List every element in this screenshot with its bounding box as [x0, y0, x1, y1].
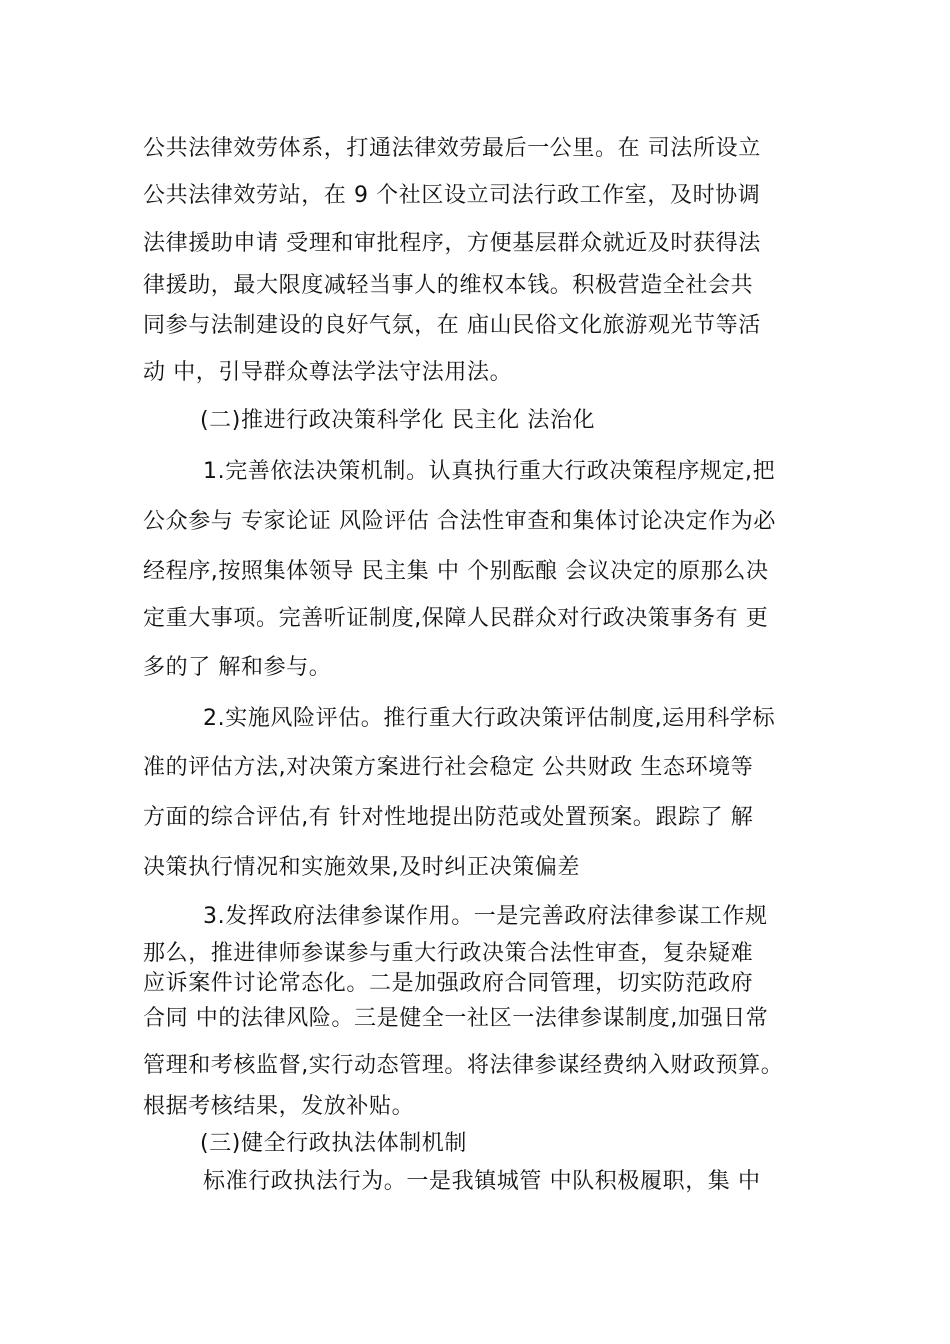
paragraph-line: 法律援助申请 受理和审批程序，方便基层群众就近及时获得法 — [143, 231, 761, 256]
paragraph-line: 公众参与 专家论证 风险评估 合法性审查和集体讨论决定作为必 — [143, 509, 776, 534]
paragraph-line: 3.发挥政府法律参谋作用。一是完善政府法律参谋工作规 — [203, 904, 768, 929]
paragraph-line: 动 中，引导群众尊法学法守法用法。 — [143, 360, 513, 385]
paragraph-line: 1.完善依法决策机制。认真执行重大行政决策程序规定,把 — [203, 459, 776, 484]
paragraph-line: 应诉案件讨论常态化。二是加强政府合同管理，切实防范政府 — [143, 971, 754, 996]
paragraph-line: 准的评估方法,对决策方案进行社会稳定 公共财政 生态环境等 — [143, 755, 754, 780]
paragraph-line: 经程序,按照集体领导 民主集 中 个别酝酿 会议决定的原那么决 — [143, 559, 769, 584]
section-heading: (二)推进行政决策科学化 民主化 法治化 — [200, 408, 596, 433]
paragraph-line: 标准行政执法行为。一是我镇城管 中队积极履职，集 中 — [203, 1169, 761, 1194]
paragraph-line: 方面的综合评估,有 针对性地提出防范或处置预案。跟踪了 解 — [143, 805, 754, 830]
paragraph-line: 管理和考核监督,实行动态管理。将法律参谋经费纳入财政预算。 — [143, 1053, 784, 1078]
paragraph-line: 同参与法制建设的良好气氛，在 庙山民俗文化旅游观光节等活 — [143, 313, 761, 338]
paragraph-line: 定重大事项。完善听证制度,保障人民群众对行政决策事务有 更 — [143, 606, 769, 631]
section-heading: (三)健全行政执法体制机制 — [200, 1131, 467, 1156]
paragraph-line: 那么，推进律师参谋参与重大行政决策合法性审查，复杂疑难 — [143, 941, 754, 966]
paragraph-line: 合同 中的法律风险。三是健全一社区一法律参谋制度,加强日常 — [143, 1006, 769, 1031]
paragraph-line: 决策执行情况和实施效果,及时纠正决策偏差 — [143, 855, 580, 880]
paragraph-line: 公共法律效劳体系，打通法律效劳最后一公里。在 司法所设立 — [143, 136, 761, 161]
paragraph-line: 律援助，最大限度减轻当事人的维权本钱。积极营造全社会共 — [143, 273, 754, 298]
paragraph-line: 根据考核结果，发放补贴。 — [143, 1094, 415, 1119]
paragraph-line: 公共法律效劳站，在 9 个社区设立司法行政工作室，及时协调 — [143, 183, 761, 208]
paragraph-line: 多的了 解和参与。 — [143, 655, 332, 680]
paragraph-line: 2.实施风险评估。推行重大行政决策评估制度,运用科学标 — [203, 706, 776, 731]
